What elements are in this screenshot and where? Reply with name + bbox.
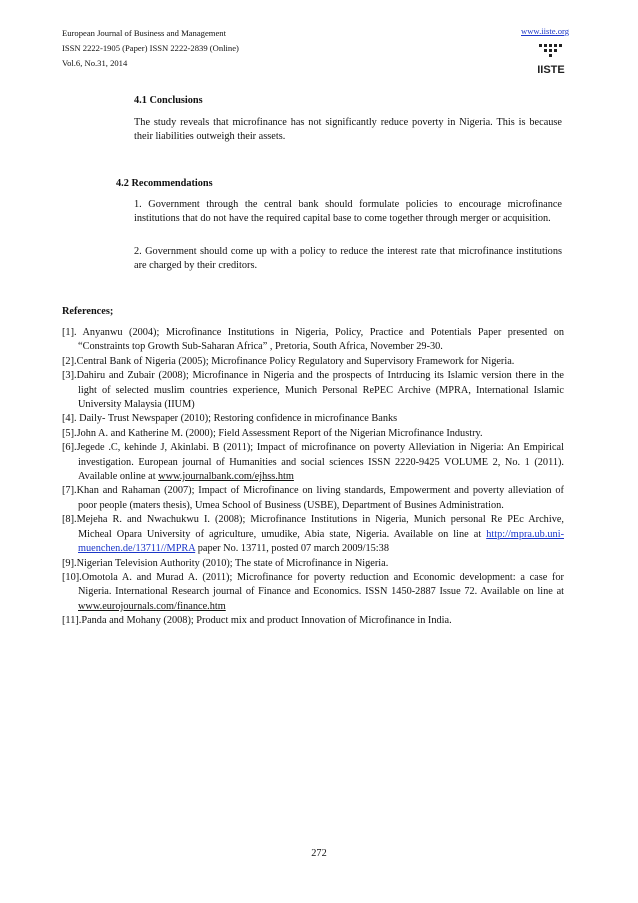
references-list [62,326,564,629]
recommendation-item-1: 1. Government through the central bank should formulate policies to encourage microfinance institutions that do not have the required capital base to come together through merger or acquisition. [134,199,562,225]
reference-item: [10].Omotola A. and Murad A. (2011); Microfinance for poverty reduction and Economic development: a case for Nigeria. International Research journal of Finance and Economics. ISSN 1450-2887 Issue 72. Available on line at www.eurojournals.com/finance.htm [62,571,564,612]
volume-line: Vol.6, No.31, 2014 [62,58,128,68]
reference-item: [2].Central Bank of Nigeria (2005); Microfinance Policy Regulatory and Supervisory Framework for Nigeria. [62,355,515,367]
recommendation-item-2: 2. Government should come up with a policy to reduce the interest rate that microfinance institutions are charged by their creditors. [134,246,562,272]
reference-item: [5].John A. and Katherine M. (2000); Field Assessment Report of the Nigerian Microfinance Industry. [62,427,483,439]
page-header [62,26,577,86]
iiste-logo-icon [531,40,571,80]
reference-item: [8].Mejeha R. and Nwachukwu I. (2008); Microfinance Institutions in Nigeria, Munich personal Re PEc Archive, Micheal Opara University of agriculture, umudike, Abia state, Nigeria. Available on line at http://mpra.ub.uni-muenchen.de/13711//MPRA paper No. 13711, posted 07 march 2009/15:38 [62,514,564,555]
reference-item: [1]. Anyanwu (2004); Microfinance Institutions in Nigeria, Policy, Practice and Potentials Paper presented on “Constraints top Growth Sub-Saharan Africa” , Pretoria, South Africa, November 29-30. [62,327,564,353]
reference-link[interactable]: www.eurojournals.com/finance.htm [78,600,226,612]
references-heading: References; [62,306,114,317]
reference-item: [11].Panda and Mohany (2008); Product mix and product Innovation of Microfinance in India. [62,615,452,627]
journal-url-link[interactable]: www.iiste.org [521,26,569,36]
reference-item: [3].Dahiru and Zubair (2008); Microfinance in Nigeria and the prospects of Intrducing its Islamic version there in the light of selected muslim countries experience, Munich Personal RePEC Archive (MPRA, International Islamic University Malaysia (IIUM) [62,370,564,411]
reference-link[interactable]: www.journalbank.com/ejhss.htm [158,471,294,483]
reference-item: [9].Nigerian Television Authority (2010); The state of Microfinance in Nigeria. [62,557,389,569]
reference-item: [4]. Daily- Trust Newspaper (2010); Restoring confidence in microfinance Banks [62,413,398,425]
recommendations-heading: 4.2 Recommendations [116,178,213,189]
conclusions-paragraph: The study reveals that microfinance has not significantly reduce poverty in Nigeria. This is because their liabilities outweigh their assets. [134,117,562,143]
reference-item: [6].Jegede .C, kehinde J, Akinlabi. B (2011); Impact of microfinance on poverty Alleviation in Nigeria: An Empirical investigation. European journal of Humanities and social sciences ISSN 2220-9425 VOLUME 2, No. 1 (2011). Available online at www.journalbank.com/ejhss.htm [62,442,564,483]
page-number: 272 [311,848,327,859]
conclusions-heading: 4.1 Conclusions [134,95,203,106]
svg-text:IISTE: IISTE [537,64,565,76]
reference-link[interactable]: http://mpra.ub.uni-muenchen.de/13711//MPRA [78,528,564,555]
issn-line: ISSN 2222-1905 (Paper) ISSN 2222-2839 (Online) [62,43,239,53]
journal-name: European Journal of Business and Management [62,28,226,38]
reference-item: [7].Khan and Rahaman (2007); Impact of Microfinance on living standards, Empowerment and poverty alleviation of poor people (maters thesis), Umea School of Business (USBE), Department of Busines Administration. [62,485,564,511]
